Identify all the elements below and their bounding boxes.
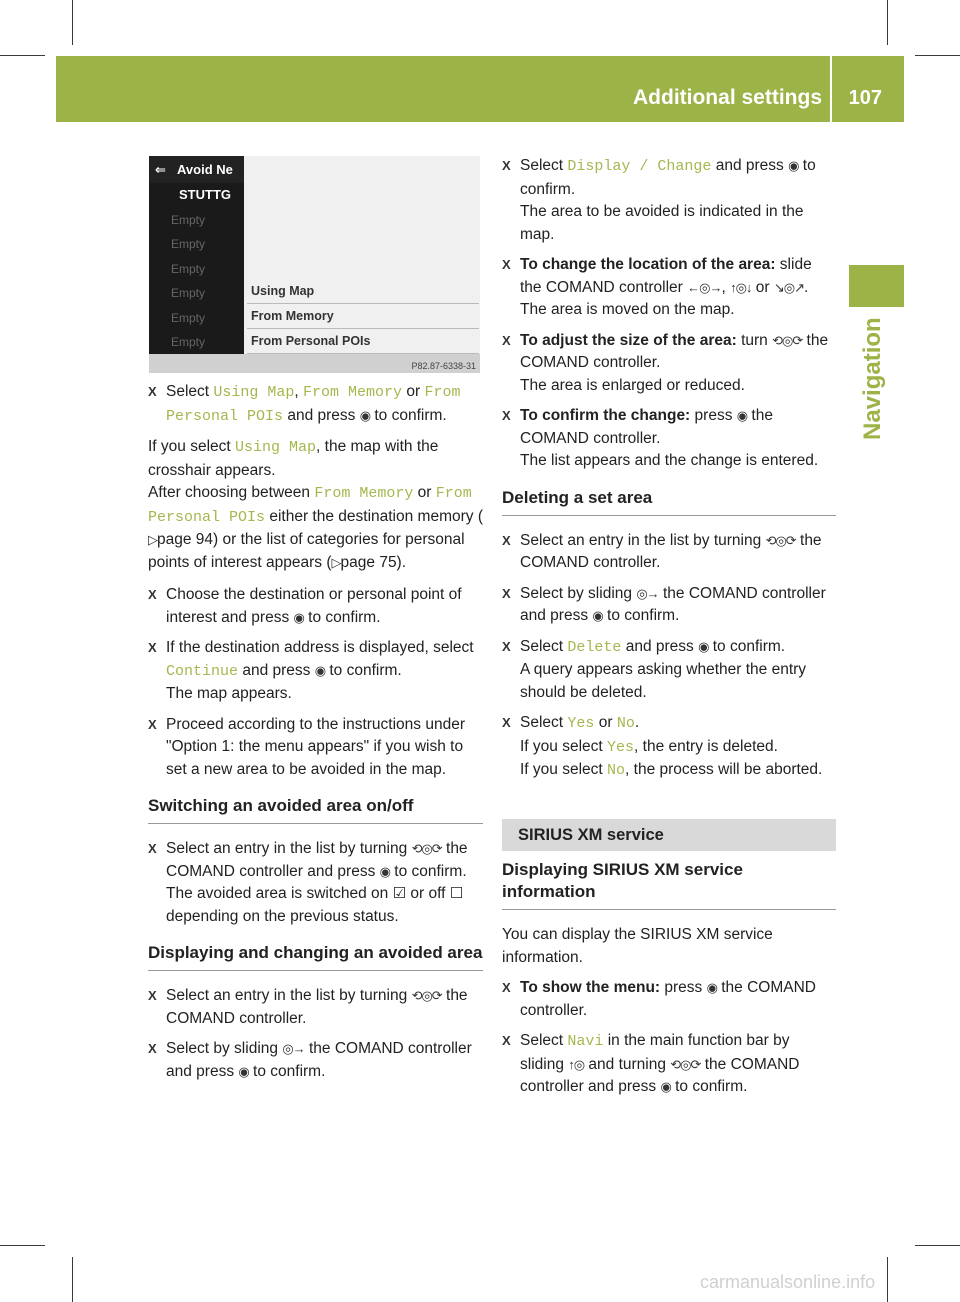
divider [148,823,483,824]
section-heading: Deleting a set area [502,487,653,507]
screen-title: Avoid Ne [177,162,233,177]
step: X Select by sliding ◎→ the COMAND controller and press ◉ to confirm. [148,1038,483,1083]
step: X Select an entry in the list by turning ⟲◎⟳ the COMAND controller. [502,530,836,575]
page-ref-icon: ▷ [331,554,341,570]
slide-up-down-icon: ↑◎↓ [730,279,752,295]
press-icon: ◉ [592,608,603,623]
left-column [148,381,483,1091]
screen-list-item: Empty [171,261,206,276]
step: X To confirm the change: press ◉ the COMAND controller. The list appears and the change is entered. [502,405,836,473]
section-heading: Displaying SIRIUS XM service information [502,860,743,901]
screen-list-item: Empty [171,310,206,325]
crop-mark [72,1257,73,1302]
screen-list-item: Empty [171,335,206,349]
step: X Choose the destination or personal point of interest and press ◉ to confirm. [148,584,483,629]
press-icon: ◉ [736,408,748,423]
step: X Select an entry in the list by turning ⟲◎⟳ the COMAND controller. [148,985,483,1030]
step: X To show the menu: press ◉ the COMAND controller. [502,977,836,1022]
divider [502,909,836,910]
screen-title-bar [149,156,244,183]
press-icon: ◉ [238,1063,249,1079]
step: X Select Navi in the main function bar by sliding ↑◎ and turning ⟲◎⟳ the COMAND controller and press ◉ to confirm. [502,1030,836,1099]
turn-icon: ⟲◎⟳ [765,532,796,548]
screen-list-item: STUTTG [179,187,231,202]
note: If you select Using Map, the map with the crosshair appears. [148,438,439,479]
slide-right-icon: ◎→ [282,1041,305,1056]
crop-mark [887,1257,888,1302]
divider [502,515,836,516]
side-label: Navigation [859,317,886,440]
crop-mark [915,55,960,56]
divider [148,970,483,971]
crop-mark [915,1245,960,1246]
slide-diagonal-icon: ↘◎↗ [773,279,804,295]
press-icon: ◉ [660,1079,671,1094]
header-banner [56,56,904,122]
step: X To adjust the size of the area: turn ⟲◎⟳ the COMAND controller. The area is enlarged or reduced. [502,330,836,398]
page-ref-icon: ▷ [148,532,157,547]
menu-item-from-personal-pois: From Personal POIs [247,329,479,354]
image-ref: P82.87-6338-31 [411,361,476,371]
crop-mark [0,1245,45,1246]
turn-icon: ⟲◎⟳ [772,332,803,348]
side-tab [849,265,904,307]
slide-right-icon: ◎→ [636,585,659,601]
page-number: 107 [848,87,882,109]
page-title: Additional settings [633,86,822,109]
menu-item-using-map: Using Map [247,279,479,304]
section-bar: SIRIUS XM service [502,819,836,852]
crop-mark [887,0,888,45]
checkbox-checked-icon: ☑ [392,885,407,902]
press-icon: ◉ [698,638,709,654]
header-separator [830,56,832,122]
press-icon: ◉ [788,158,799,173]
section-heading: Displaying and changing an avoided area [148,943,483,962]
step: X Select by sliding ◎→ the COMAND controller and press ◉ to confirm. [502,583,836,628]
turn-icon: ⟲◎⟳ [411,841,442,856]
step: X Select Yes or No. If you select Yes, the entry is deleted. If you select No, the process will be aborted. [502,712,836,783]
crop-mark [72,0,73,45]
right-column [502,155,836,1107]
press-icon: ◉ [379,863,390,879]
screen-list [149,183,244,354]
paragraph: You can display the SIRIUS XM service information. [502,926,773,966]
screen-menu [247,279,479,354]
step: X Select Delete and press ◉ to confirm. A query appears asking whether the entry should be deleted. [502,636,836,705]
step: X To change the location of the area: slide the COMAND controller ←◎→, ↑◎↓ or ↘◎↗. The area is moved on the map. [502,254,836,322]
screen-list-item: Empty [171,237,206,251]
menu-item-from-memory: From Memory [247,304,479,329]
step: X Select Using Map, From Memory or From Personal POIs and press ◉ to confirm. [148,381,483,428]
slide-left-right-icon: ←◎→ [687,279,722,295]
screen-list-item: Empty [171,212,206,227]
slide-up-icon: ↑◎ [568,1056,585,1072]
press-icon: ◉ [293,609,304,625]
screen-image [149,156,480,373]
watermark: carmanualsonline.info [700,1272,876,1292]
crop-mark [0,55,45,56]
press-icon: ◉ [706,980,717,995]
step: X If the destination address is displayed, select Continue and press ◉ to confirm. The map appears. [148,637,483,706]
step: X Proceed according to the instructions under "Option 1: the menu appears" if you wish to set a new area to be avoided in the map. [148,714,483,782]
section-heading: Switching an avoided area on/off [148,796,414,815]
screen-list-item: Empty [171,286,206,300]
note: After choosing between From Memory or From Personal POIs either the destination memory (▷page 94) or the list of categories for personal points of interest appears (▷page 75). [148,482,483,574]
press-icon: ◉ [314,662,326,678]
turn-icon: ⟲◎⟳ [411,988,442,1003]
press-icon: ◉ [359,407,371,423]
back-icon: ⇐ [155,162,166,177]
checkbox-empty-icon: ☐ [449,885,464,902]
turn-icon: ⟲◎⟳ [670,1056,701,1072]
step: X Select Display / Change and press ◉ to confirm. The area to be avoided is indicated in the map. [502,155,836,246]
step: X Select an entry in the list by turning ⟲◎⟳ the COMAND controller and press ◉ to confirm. The avoided area is switched on ☑ or off ☐ depending on the previous status. [148,838,483,928]
